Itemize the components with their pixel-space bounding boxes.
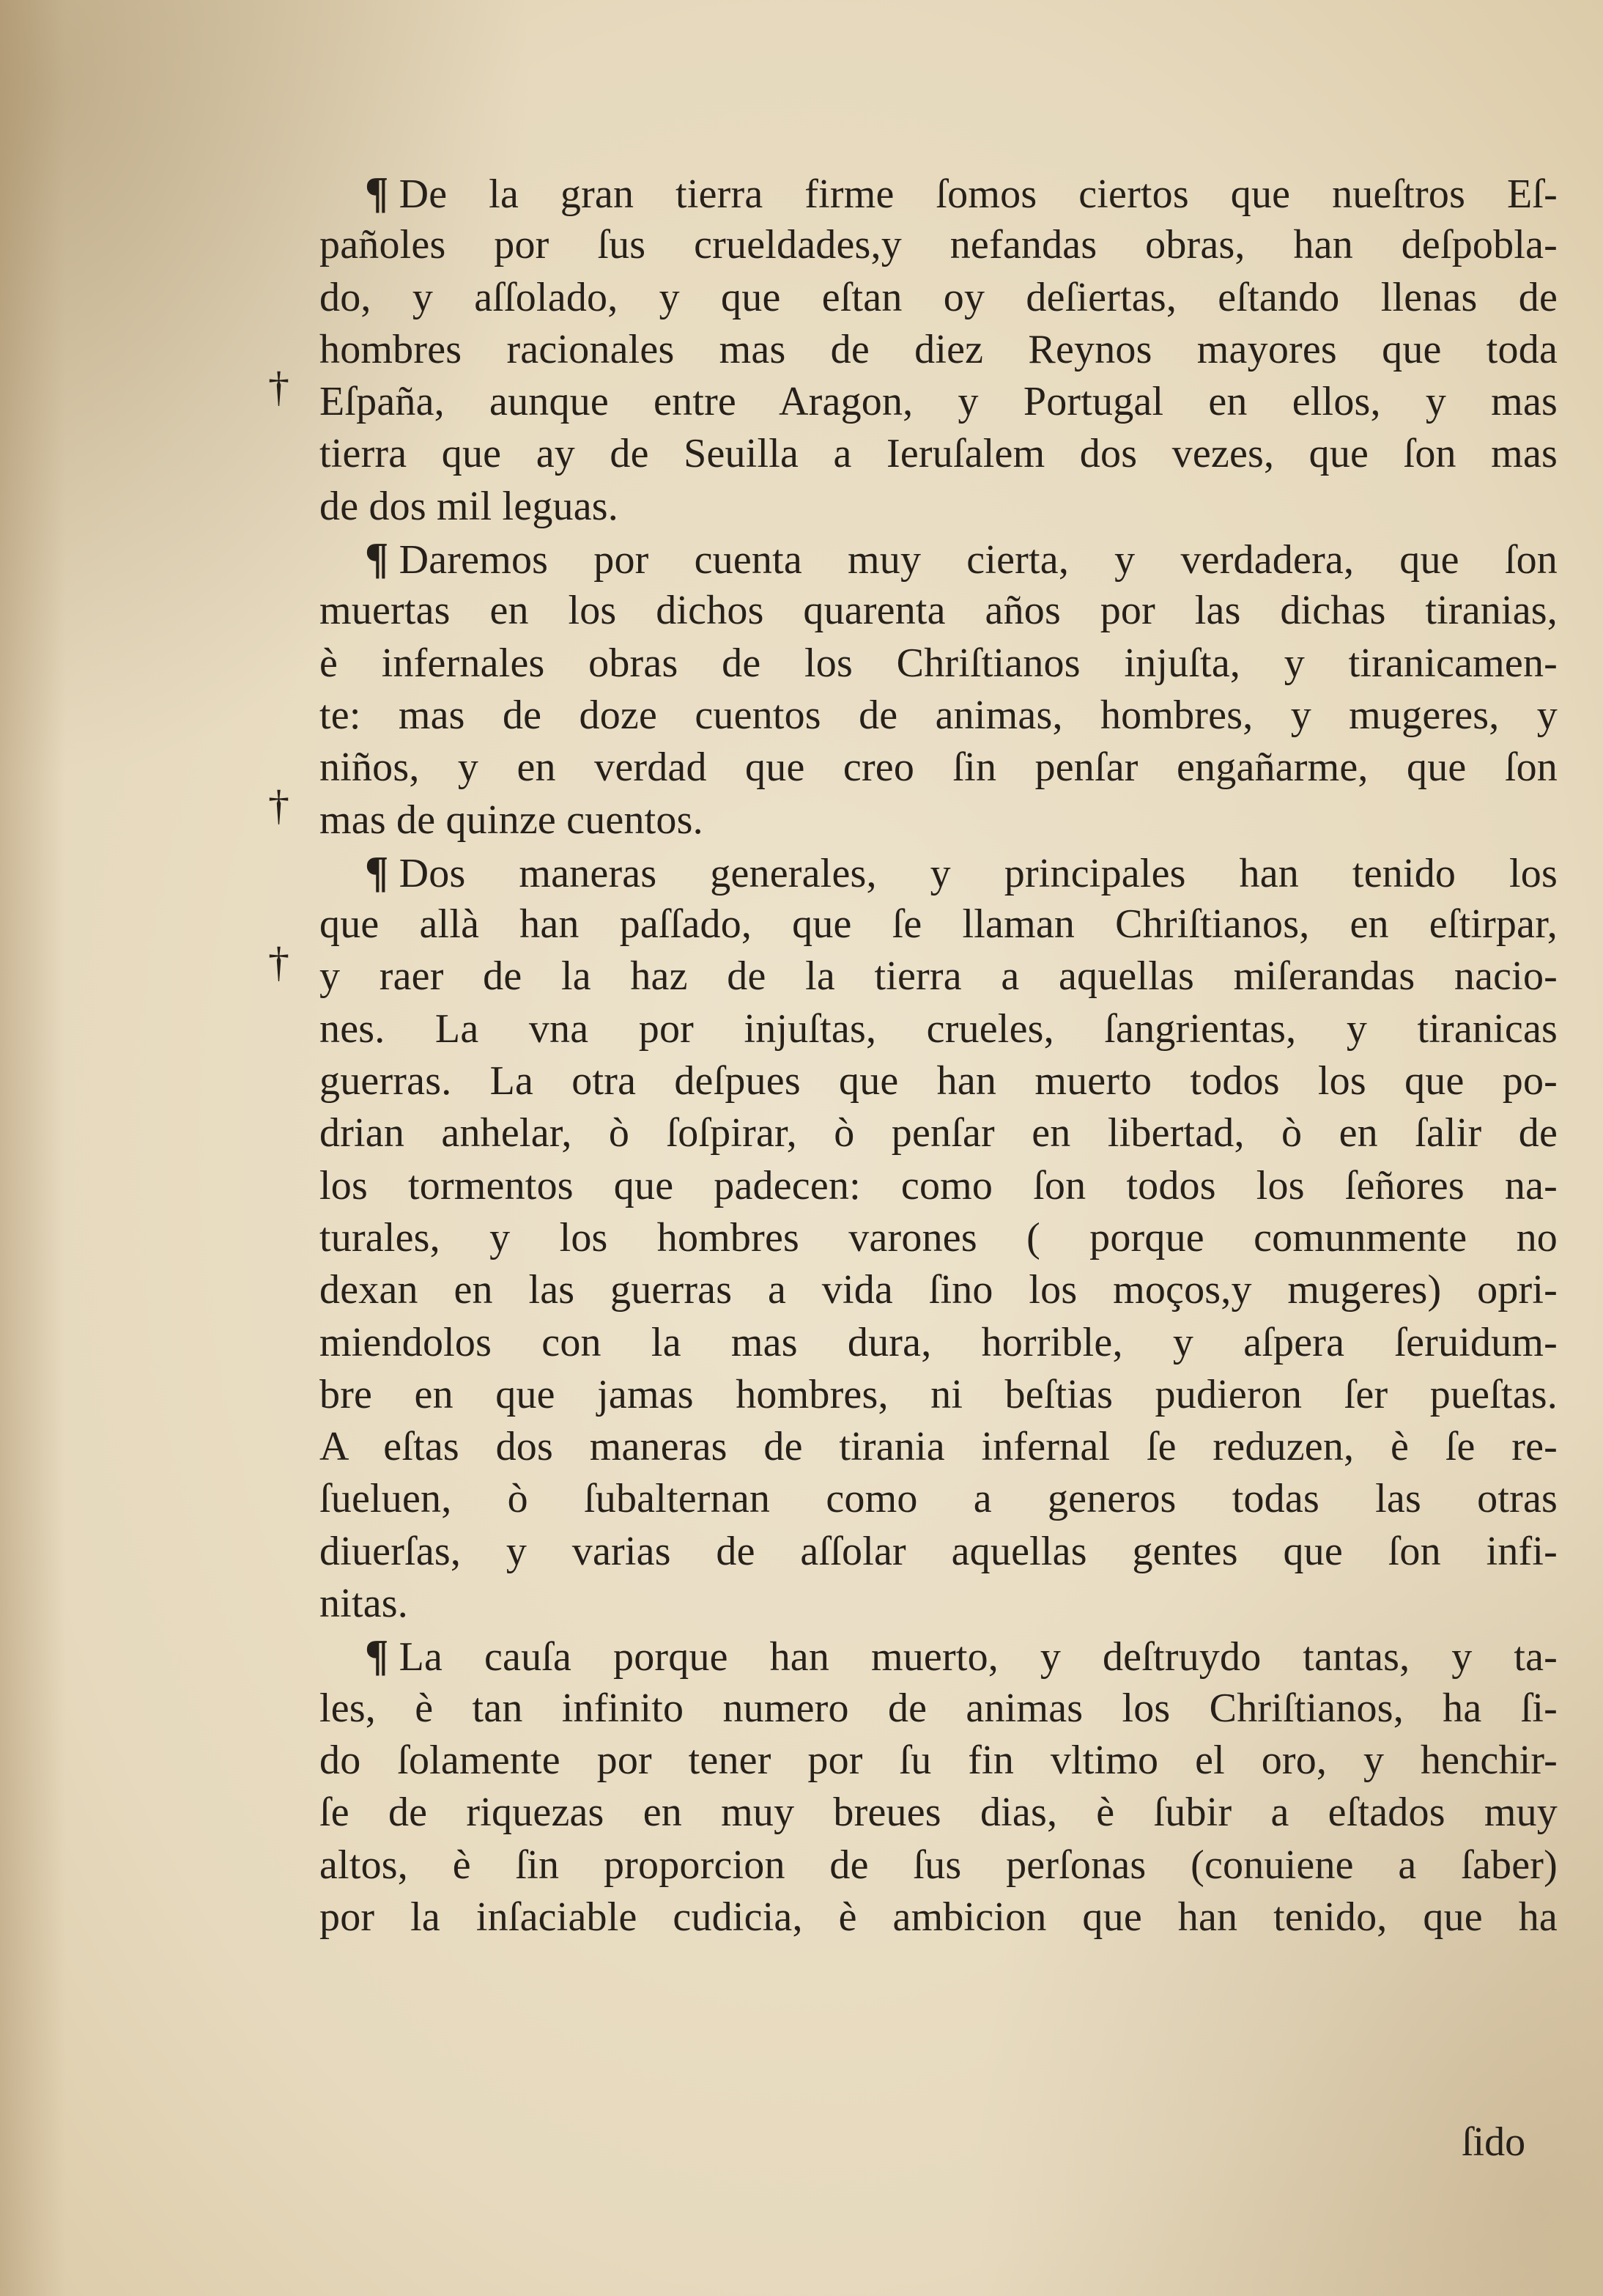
text-line: altos, è ſin proporcion de ſus perſonas (conuiene a ſaber) [319,1842,1558,1888]
pilcrow-icon: ¶ [365,169,389,217]
text-line: ¶ Dos maneras generales, y principales han tenido los [365,847,1558,896]
text-line: nes. La vna por injuſtas, crueles, ſangrientas, y tiranicas [319,1005,1558,1052]
catchword: ſido [1462,2119,1526,2165]
paragraph-2 [319,533,1558,846]
text-line: diuerſas, y varias de aſſolar aquellas gentes que ſon infi- [319,1528,1558,1574]
text-line: que allà han paſſado, que ſe llaman Chriſtianos, en eſtirpar, [319,901,1558,948]
main-text [319,167,1558,1944]
text-line: bre en que jamas hombres, ni beſtias pudieron ſer pueſtas. [319,1371,1558,1417]
margin-dagger-3: † [268,938,289,986]
pilcrow-icon: ¶ [365,1631,389,1680]
text-line: ¶ De la gran tierra firme ſomos ciertos que nueſtros Eſ- [365,169,1558,217]
text-line: te: mas de doze cuentos de animas, hombres, y mugeres, y [319,692,1558,738]
text-line: mas de quinze cuentos. [319,797,703,843]
text-line: les, è tan infinito numero de animas los Chriſtianos, ha ſi- [319,1685,1558,1731]
text-line: niños, y en verdad que creo ſin penſar engañarme, que ſon [319,745,1558,791]
text-line: ¶ La cauſa porque han muerto, y deſtruydo tantas, y ta- [365,1631,1558,1680]
text-line: do, y aſſolado, y que eſtan oy deſiertas, eſtando llenas de [319,274,1558,320]
text-line: tierra que ay de Seuilla a Ieruſalem dos vezes, que ſon mas [319,431,1558,477]
text-line: ſueluen, ò ſubalternan como a generos todas las otras [319,1476,1558,1522]
text-line: y raer de la haz de la tierra a aquellas miſerandas nacio- [319,953,1558,1000]
text-line: los tormentos que padecen: como ſon todos los ſeñores na- [319,1162,1558,1208]
text-line: dexan en las guerras a vida ſino los moços,y mugeres) opri- [319,1267,1558,1313]
margin-dagger-1: † [268,363,289,410]
text-line: turales, y los hombres varones ( porque comunmente no [319,1214,1558,1260]
text-line: guerras. La otra deſpues que han muerto todos los que po- [319,1058,1558,1104]
text-line: A eſtas dos maneras de tirania infernal ſe reduzen, è ſe re- [319,1424,1558,1470]
text-line: miendolos con la mas dura, horrible, y aſpera ſeruidum- [319,1319,1558,1365]
paragraph-3 [319,846,1558,1630]
text-line: è infernales obras de los Chriſtianos injuſta, y tiranicamen- [319,640,1558,686]
text-line: muertas en los dichos quarenta años por las dichas tiranias, [319,588,1558,634]
text-line: hombres racionales mas de diez Reynos mayores que toda [319,326,1558,372]
text-line: nitas. [319,1581,408,1627]
text-line: Eſpaña, aunque entre Aragon, y Portugal en ellos, y mas [319,379,1558,425]
text-line: ¶ Daremos por cuenta muy cierta, y verdadera, que ſon [365,534,1558,583]
pilcrow-icon: ¶ [365,847,389,896]
text-line: por la inſaciable cudicia, è ambicion que han tenido, que ha [319,1894,1558,1940]
pilcrow-icon: ¶ [365,534,389,583]
paragraph-1 [319,167,1558,533]
text-line: pañoles por ſus crueldades,y nefandas obras, han deſpobla- [319,222,1558,268]
text-line: de dos mil leguas. [319,483,618,529]
page-edge-shadow [0,0,66,2296]
paragraph-4 [319,1630,1558,1944]
text-line: ſe de riquezas en muy breues dias, è ſubir a eſtados muy [319,1790,1558,1836]
text-line: do ſolamente por tener por ſu fin vltimo el oro, y henchir- [319,1737,1558,1783]
margin-dagger-2: † [268,781,289,829]
text-line: drian anhelar, ò ſoſpirar, ò penſar en libertad, ò en ſalir de [319,1110,1558,1156]
